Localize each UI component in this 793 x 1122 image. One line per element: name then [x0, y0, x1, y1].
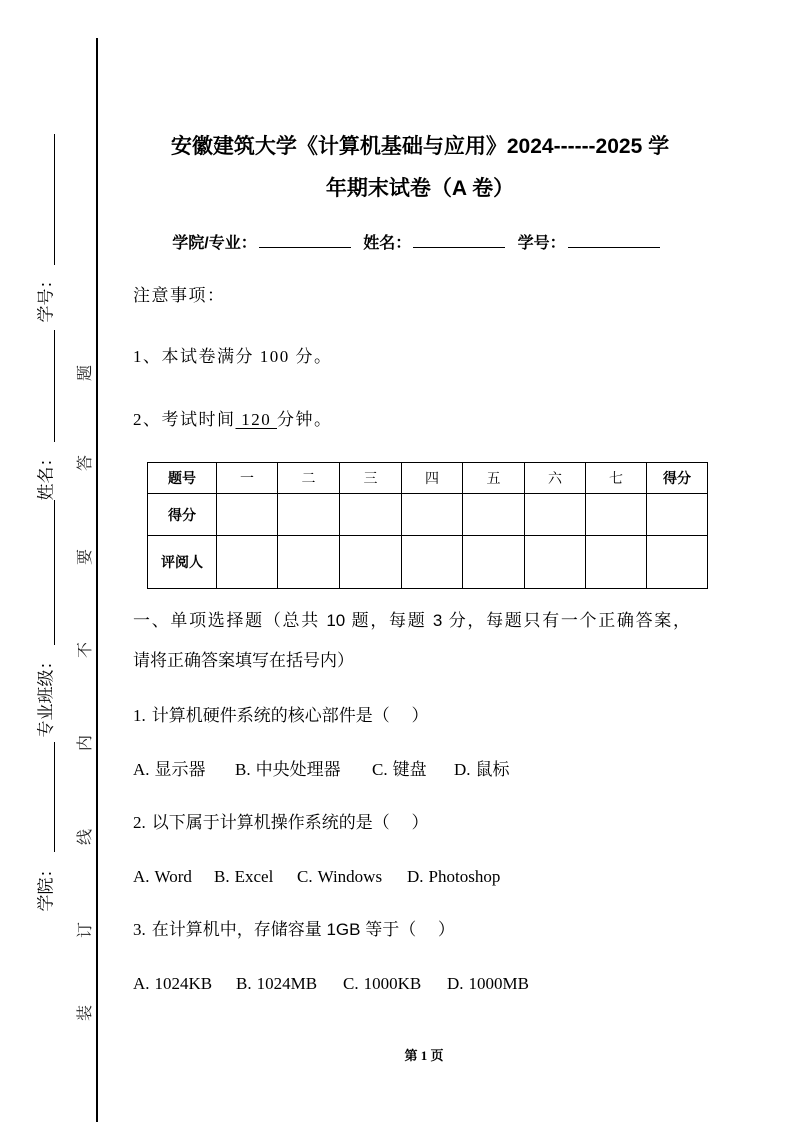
question-2-option-c: [297, 866, 382, 888]
question-2: [133, 812, 428, 834]
notice-item-full-score: 1、本试卷满分 100 分。: [133, 347, 333, 366]
option-text: 1000KB: [363, 974, 422, 993]
margin-fill-line-student-id: [54, 134, 55, 265]
info-blank-name: [413, 231, 505, 248]
info-blank-student-id: [568, 231, 660, 248]
question-3-option-c: [343, 973, 421, 995]
exam-title-line1: 安徽建筑大学《计算机基础与应用》2024------2025 学: [170, 135, 670, 158]
question-stem: 在计算机中，存储容量 1GB 等于（ ）: [151, 920, 455, 939]
margin-label-name: 姓名：: [36, 449, 56, 501]
margin-fill-line-major-class: [54, 500, 55, 645]
grader-cell: [647, 536, 708, 589]
score-table: [147, 462, 708, 589]
question-1: [133, 705, 428, 727]
section-heading-line1: 一、单项选择题（总共 10 题，每题 3 分，每题只有一个正确答案，: [133, 611, 690, 630]
binding-notice-char: 订: [77, 921, 94, 939]
score-cell: [463, 494, 525, 536]
exam-time-after: 分钟。: [277, 410, 333, 429]
binding-notice-char: 内: [77, 734, 94, 752]
option-letter: D.: [454, 760, 471, 779]
margin-fill-line-college: [54, 742, 55, 852]
option-letter: A.: [133, 867, 150, 886]
binding-notice-char: 装: [77, 1004, 94, 1022]
option-text: Windows: [317, 867, 383, 886]
row-label-grader: 评阅人: [148, 536, 217, 589]
binding-notice-char: 题: [77, 364, 94, 382]
score-cell: [278, 494, 340, 536]
margin-label-college: 学院：: [36, 860, 56, 912]
option-text: 1024KB: [154, 974, 213, 993]
header-cell-part-6: 六: [525, 463, 586, 494]
info-label-name: 姓名：: [363, 235, 412, 252]
header-cell-part-4: 四: [402, 463, 463, 494]
grader-cell: [217, 536, 278, 589]
margin-fill-line-name: [54, 330, 55, 442]
option-text: 键盘: [392, 760, 427, 779]
option-letter: C.: [343, 974, 359, 993]
notice-item-exam-time: [133, 409, 333, 431]
question-1-option-c: [372, 759, 427, 781]
score-cell: [340, 494, 402, 536]
exam-title-line2: 年期末试卷（A 卷）: [325, 177, 515, 200]
option-text: 1024MB: [256, 974, 318, 993]
binding-notice-char: 答: [77, 454, 94, 472]
info-label-student-id: 学号：: [517, 235, 566, 252]
student-info-row: [120, 231, 720, 255]
option-letter: A.: [133, 760, 150, 779]
notice-heading: 注意事项：: [133, 286, 226, 305]
table-row-grader: [148, 536, 708, 589]
question-number: 3.: [133, 920, 146, 939]
grader-cell: [340, 536, 402, 589]
header-cell-part-5: 五: [463, 463, 525, 494]
option-text: 显示器: [154, 760, 206, 779]
question-number: 1.: [133, 706, 146, 725]
question-3-option-d: [447, 973, 529, 995]
margin-label-major-class: 专业班级：: [36, 652, 56, 738]
margin-label-student-id: 学号：: [36, 271, 56, 323]
question-number: 2.: [133, 813, 146, 832]
header-cell-part-7: 七: [586, 463, 647, 494]
option-text: 中央处理器: [255, 760, 341, 779]
option-letter: C.: [372, 760, 388, 779]
option-letter: D.: [407, 867, 424, 886]
table-row-score: [148, 494, 708, 536]
section-heading-line2: 请将正确答案填写在括号内）: [133, 651, 354, 670]
score-cell: [217, 494, 278, 536]
option-letter: B.: [236, 974, 252, 993]
score-cell: [402, 494, 463, 536]
option-letter: A.: [133, 974, 150, 993]
option-letter: C.: [297, 867, 313, 886]
question-stem: 以下属于计算机操作系统的是（ ）: [151, 813, 429, 832]
grader-cell: [278, 536, 340, 589]
option-letter: B.: [235, 760, 251, 779]
option-letter: D.: [447, 974, 464, 993]
grader-cell: [525, 536, 586, 589]
header-cell-question-no: 题号: [148, 463, 217, 494]
question-2-option-b: [214, 866, 273, 888]
grader-cell: [402, 536, 463, 589]
option-text: 鼠标: [475, 760, 510, 779]
info-blank-college-major: [259, 231, 351, 248]
question-2-option-d: [407, 866, 500, 888]
question-3-option-a: [133, 973, 212, 995]
option-text: Word: [154, 867, 192, 886]
question-2-option-a: [133, 866, 192, 888]
exam-time-before: 2、考试时间: [133, 410, 236, 429]
page-number: 第 1 页: [404, 1048, 444, 1063]
question-1-option-b: [235, 759, 341, 781]
header-cell-part-1: 一: [217, 463, 278, 494]
question-1-option-d: [454, 759, 510, 781]
binding-notice-char: 线: [77, 828, 94, 846]
header-cell-part-2: 二: [278, 463, 340, 494]
question-1-option-a: [133, 759, 206, 781]
option-text: 1000MB: [468, 974, 529, 993]
exam-time-value: 120: [235, 410, 277, 429]
score-cell: [525, 494, 586, 536]
question-3: [133, 919, 455, 941]
option-text: Photoshop: [428, 867, 501, 886]
option-letter: B.: [214, 867, 230, 886]
option-text: Excel: [234, 867, 274, 886]
row-label-score: 得分: [148, 494, 217, 536]
question-3-option-b: [236, 973, 317, 995]
score-cell: [647, 494, 708, 536]
binding-notice-char: 不: [77, 641, 94, 659]
binding-line: [96, 38, 98, 1122]
header-cell-part-3: 三: [340, 463, 402, 494]
table-header-row: [148, 463, 708, 494]
score-cell: [586, 494, 647, 536]
header-cell-total: 得分: [647, 463, 708, 494]
binding-notice-char: 要: [77, 548, 94, 566]
info-label-college-major: 学院/专业：: [172, 235, 257, 252]
grader-cell: [463, 536, 525, 589]
grader-cell: [586, 536, 647, 589]
question-stem: 计算机硬件系统的核心部件是（ ）: [151, 706, 429, 725]
